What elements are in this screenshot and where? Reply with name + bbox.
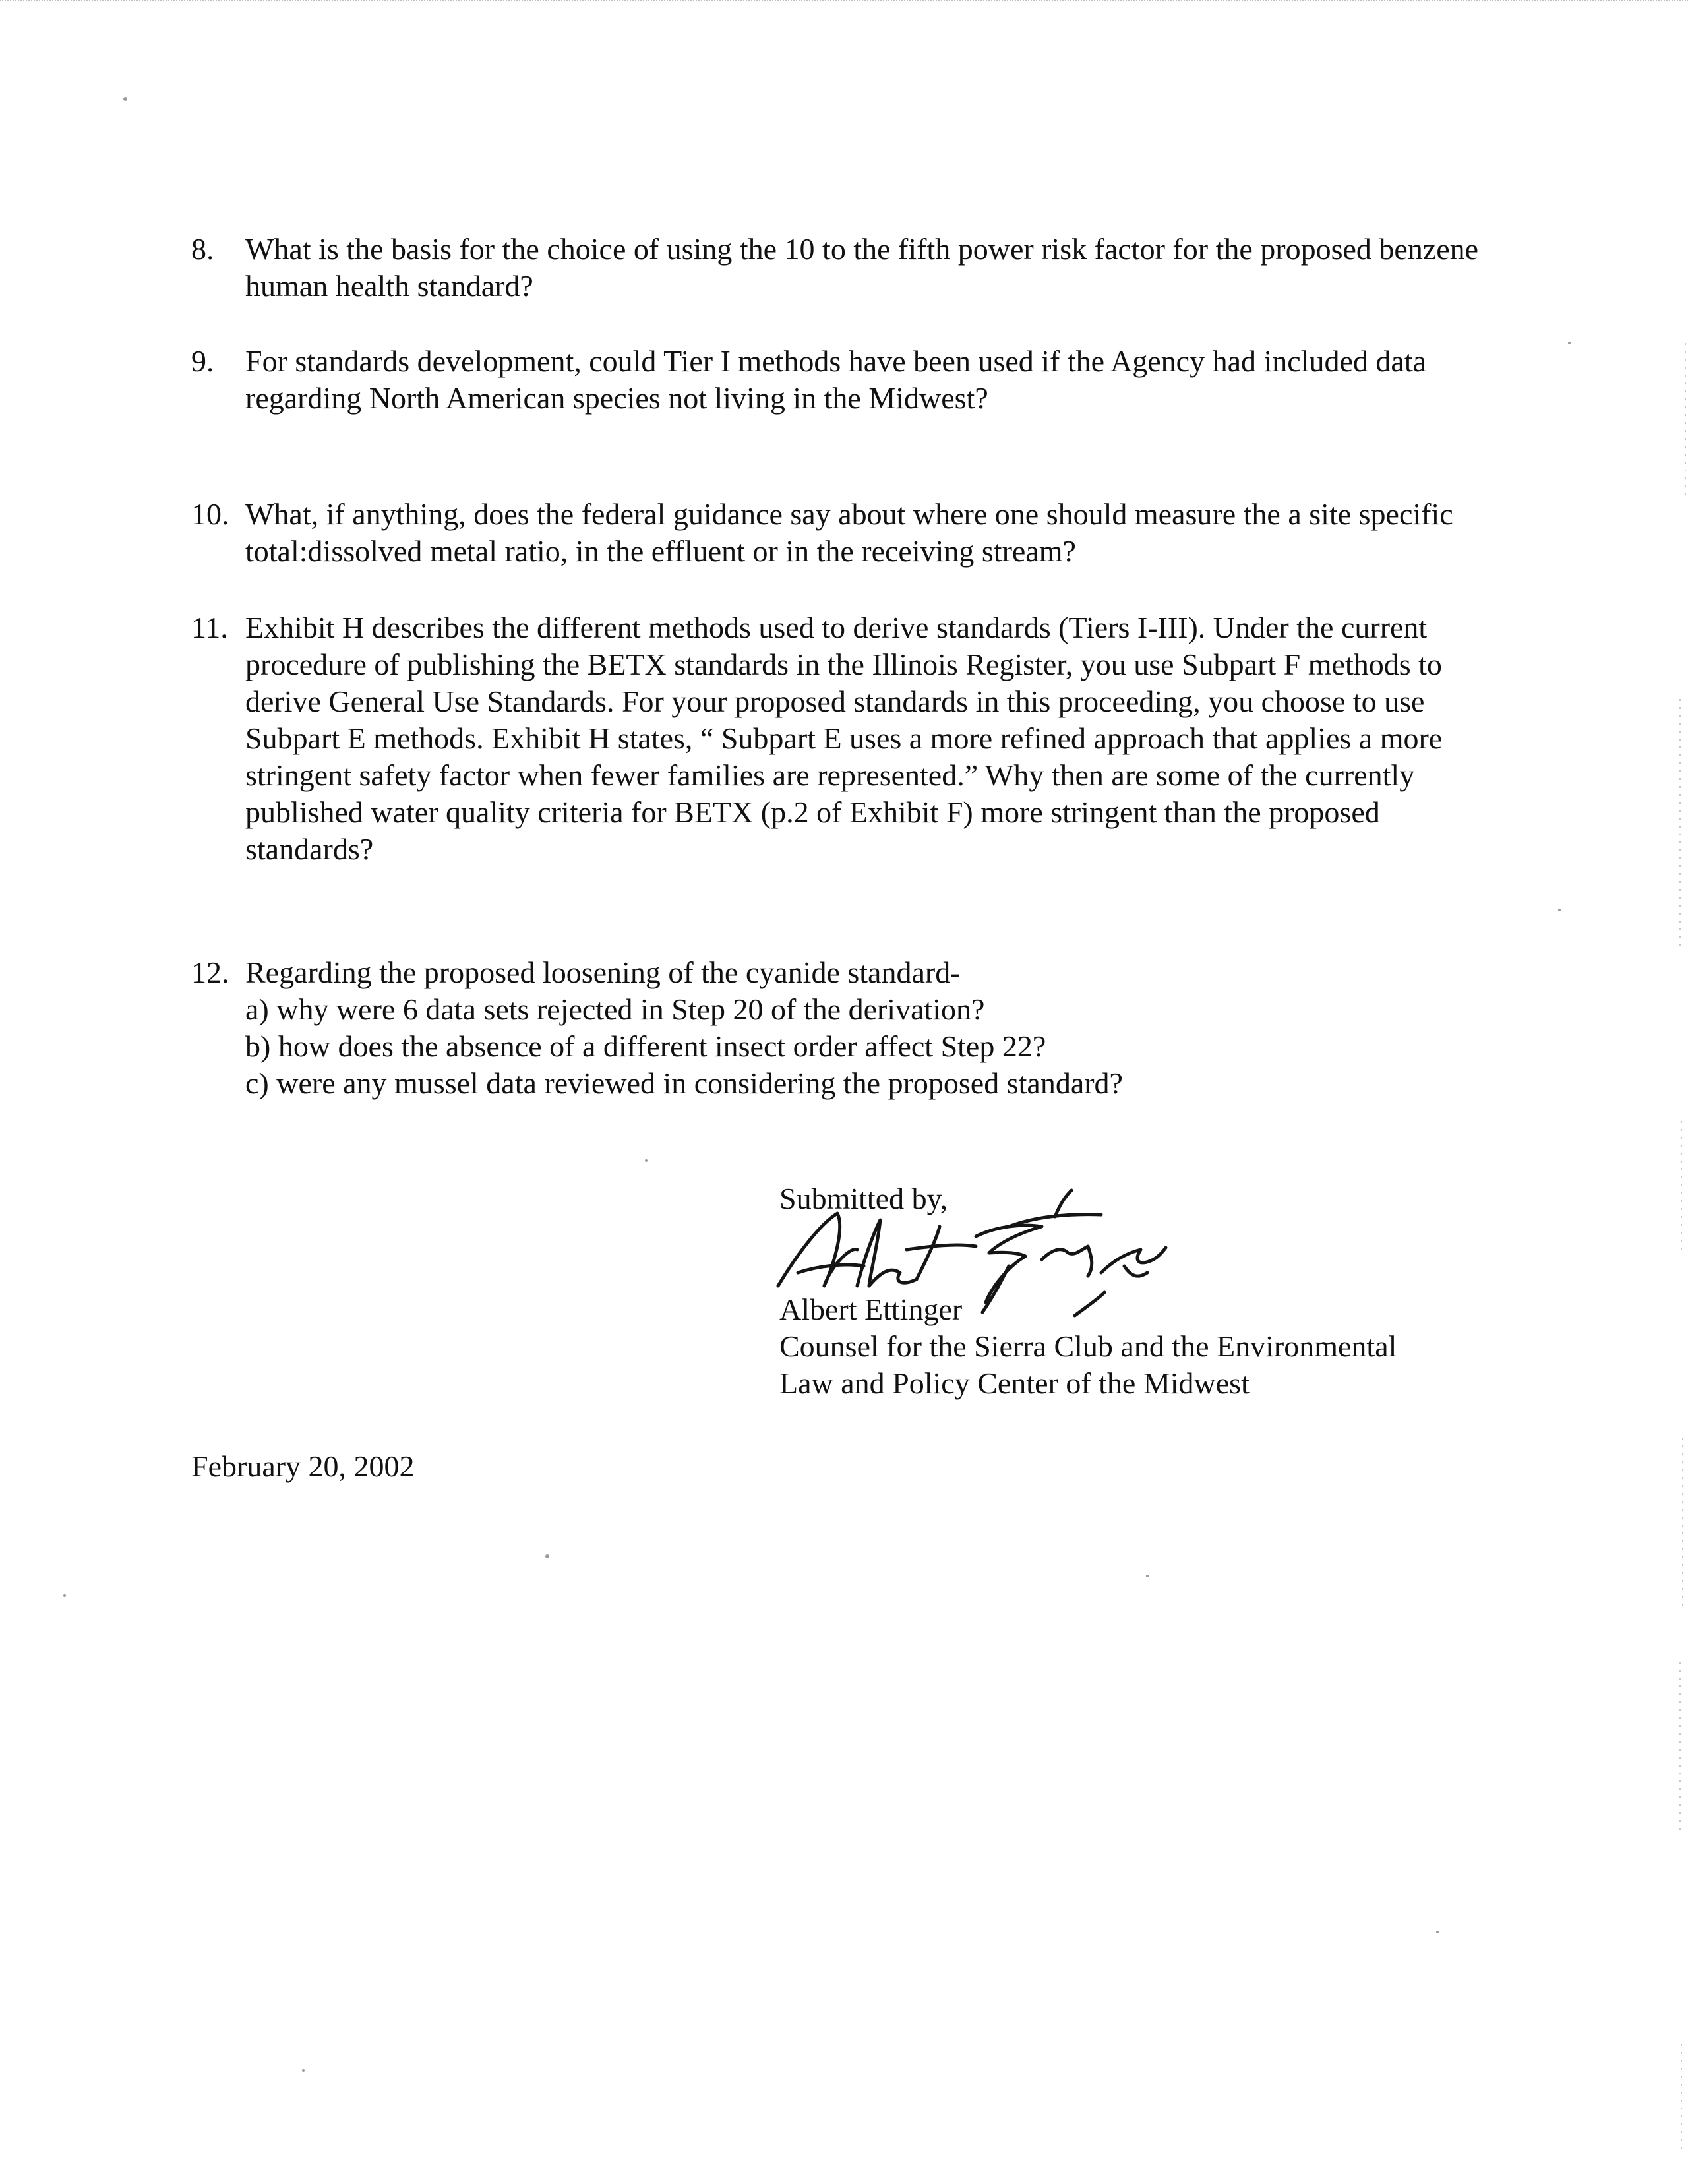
question-number: 11. [191,611,228,644]
signer-title-line-2: Law and Policy Center of the Midwest [779,1366,1250,1400]
question-number: 8. [191,232,214,266]
document-date: February 20, 2002 [191,1449,415,1483]
signer-title-line-1: Counsel for the Sierra Club and the Environmental [779,1329,1397,1363]
question-text: For standards development, could Tier I methods have been used if the Agency had included data regarding North American species not living in the Midwest? [245,344,1427,415]
question-number: 12. [191,956,229,989]
question-number: 9. [191,344,214,378]
question-text: What is the basis for the choice of using the 10 to the fifth power risk factor for the proposed benzene human health standard? [245,232,1479,303]
signer-name: Albert Ettinger [779,1292,963,1326]
question-lead: Regarding the proposed loosening of the cyanide standard- [245,956,961,989]
question-text: What, if anything, does the federal guidance say about where one should measure the a site specific total:dissolved metal ratio, in the effluent or in the receiving stream? [245,497,1453,568]
sub-item-c: c) were any mussel data reviewed in considering the proposed standard? [245,1066,1123,1100]
sub-item-b: b) how does the absence of a different insect order affect Step 22? [245,1029,1046,1063]
question-number: 10. [191,497,229,531]
sub-item-a: a) why were 6 data sets rejected in Step 20 of the derivation? [245,992,985,1026]
question-text: Exhibit H describes the different methods used to derive standards (Tiers I-III). Under the current procedure of publishing the BETX standards in the Illinois Register, you use Subpart F methods to derive General Use Standards. For your proposed standards in this proceeding, you choose to use Subpart E methods. Exhibit H states, “ Subpart E uses a more refined approach that applies a more stringent safety factor when fewer families are represented.” Why then are some of the currently published water quality criteria for BETX (p.2 of Exhibit F) more stringent than the proposed standards? [245,611,1443,866]
submitted-by-label: Submitted by, [779,1182,948,1215]
